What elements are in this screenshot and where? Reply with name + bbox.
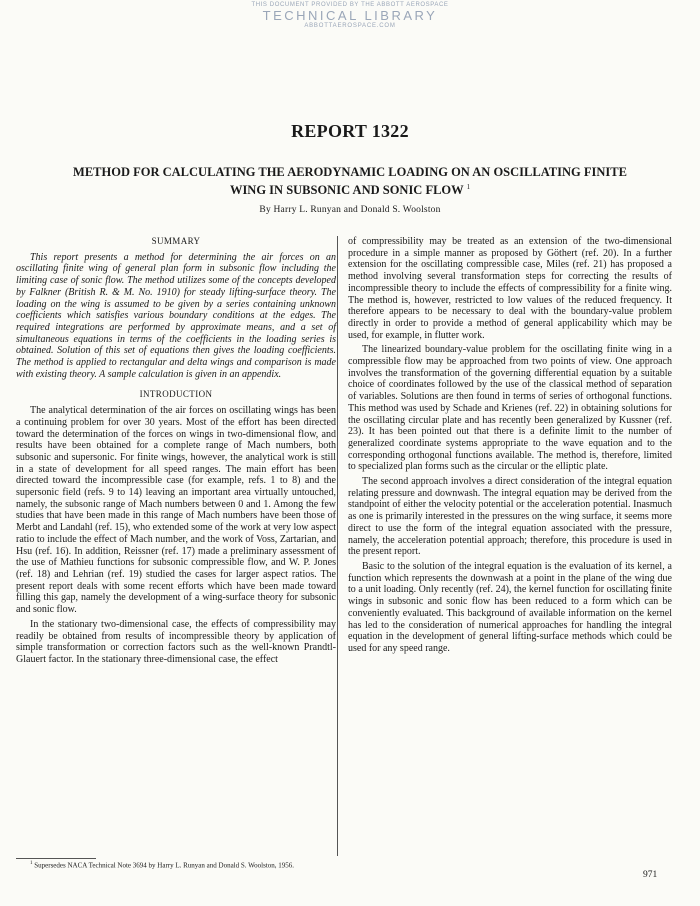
body-paragraph: The linearized boundary-value problem for the oscillating finite wing in a compressible flow may be approached from two points of view. One approach involves the transformation of the governing differential equation by a suitable choice of coordinates followed by the use of the classical method of separation of variables. Solutions are then found in terms of series of orthogonal functions. This method was used by Schade and Krienes (ref. 22) in obtaining solutions for the oscillating circular plate and has recently been generalized by Kussner (ref. 23). It has been pointed out that there is a definite limit to the number of generalized coordinate systems appropriate to the wave equation and to the corresponding orthogonal functions available. The method is, therefore, limited to specialized plan forms such as the circular or the elliptic plate. (348, 344, 672, 473)
abbott-watermark (0, 2, 700, 29)
summary-paragraph: This report presents a method for determining the air forces on an oscillating finite wing of general plan form in subsonic flow including the limiting case of sonic flow. The method utilizes some of the concepts developed by Falkner (British R. & M. No. 1910) for steady lifting-surface theory. The loading on the wing is assumed to be given by a series containing unknown coefficients which satisfies various boundary conditions at the edges. The required integrations are performed by approximate means, and a set of simultaneous equations in terms of the coefficients in the loading series is obtained. Solution of this set of equations then gives the loading coefficients. The method is applied to rectangular and delta wings and comparison is made with existing theory. A sample calculation is given in an appendix. (16, 251, 336, 380)
paper-title (60, 165, 640, 198)
body-paragraph: of compressibility may be treated as an extension of the two-dimensional procedure in a simple manner as proposed by Göthert (ref. 20). In a further extension for the oscillating compressible case, Miles (ref. 21) has proposed a method involving several transformation steps for correcting the results of incompressible theory to include the effects of compressibility for a finite wing. The method is, however, restricted to low values of the reduced frequency. It therefore appears to be necessary to deal with the boundary-value problem directly in order to provide a method of general applicability which may be used, for example, in flutter work. (348, 236, 672, 341)
column-divider (337, 236, 338, 856)
watermark-library-name: TECHNICAL LIBRARY (262, 8, 438, 23)
author-line: By Harry L. Runyan and Donald S. Woolston (259, 205, 441, 215)
body-paragraph: The second approach involves a direct consideration of the integral equation relating pressure and downwash. The integral equation may be derived from the standpoint of either the velocity potential or the acceleration potential. Inasmuch as one is primarily interested in the pressures on the wing surface, it seems more direct to use the form of the integral equation associated with the pressure, namely, the acceleration potential approach; therefore, this procedure is used in the present report. (348, 476, 672, 558)
left-column (16, 236, 336, 666)
paper-title-text: METHOD FOR CALCULATING THE AERODYNAMIC LOADING ON AN OSCILLATING FINITE WING IN SUBSONIC AND SONIC FLOW (73, 165, 627, 198)
intro-paragraph: In the stationary two-dimensional case, the effects of compressibility may readily be obtained from results of incompressible theory by application of simple transformation or correction factors such as the well-known Prandtl-Glauert factor. In the stationary three-dimensional case, the effect (16, 618, 336, 665)
right-column (348, 236, 672, 655)
page-number: 971 (643, 870, 658, 880)
watermark-provider-line: THIS DOCUMENT PROVIDED BY THE ABBOTT AEROSPACE (251, 2, 449, 8)
footnote-rule (16, 858, 96, 859)
footnote-text: Supersedes NACA Technical Note 3694 by Harry L. Runyan and Donald S. Woolston, 1956. (34, 861, 295, 870)
footnote (30, 861, 294, 869)
title-footnote-mark: 1 (466, 183, 471, 191)
intro-paragraph: The analytical determination of the air forces on oscillating wings has been a continuing problem for over 30 years. Most of the effort has been directed toward the determination of the forces on wings in two-dimensional flow, and results have been obtained for a complete range of Mach numbers, both subsonic and supersonic. For finite wings, however, the analytical work is still in a state of development for all speed ranges. The main effort has been directed toward the incompressible case (for example, refs. 1 to 8) and the supersonic field (refs. 9 to 14) leaving an important area virtually untouched, namely, the subsonic range of Mach numbers between 0 and 1. Among the few studies that have been made in this range of Mach numbers have been those of Merbt and Landahl (ref. 15), who extended some of the work at very low aspect ratio to include the effect of Mach number, and the work of Voss, Zartarian, and Hsu (ref. 16). In addition, Reissner (ref. 17) made a preliminary assessment of the use of Mathieu functions for subsonic compressible flow, and W. P. Jones (ref. 18) and Lehrian (ref. 19) studied the cases for larger aspect ratios. The present report deals with some recent efforts which have been made toward filling this gap, namely the development of a wing-surface theory for subsonic and sonic flow. (16, 405, 336, 616)
body-paragraph: Basic to the solution of the integral equation is the evaluation of its kernel, a function which represents the downwash at a point in the plane of the wing due to a unit loading. Only recently (ref. 24), the kernel function for oscillating finite wings in subsonic and sonic flow has been reduced to a form which can be conveniently evaluated. This background of available information on the kernel has led to the consideration of numerical approaches for handling the integral equation in the development of general lifting-surface methods which could be used for any speed range. (348, 560, 672, 654)
introduction-heading: INTRODUCTION (139, 389, 213, 400)
footnote-mark: 1 (30, 861, 33, 866)
watermark-url: ABBOTTAEROSPACE.COM (304, 23, 396, 29)
summary-heading: SUMMARY (151, 236, 201, 246)
report-number: REPORT 1322 (291, 121, 409, 141)
